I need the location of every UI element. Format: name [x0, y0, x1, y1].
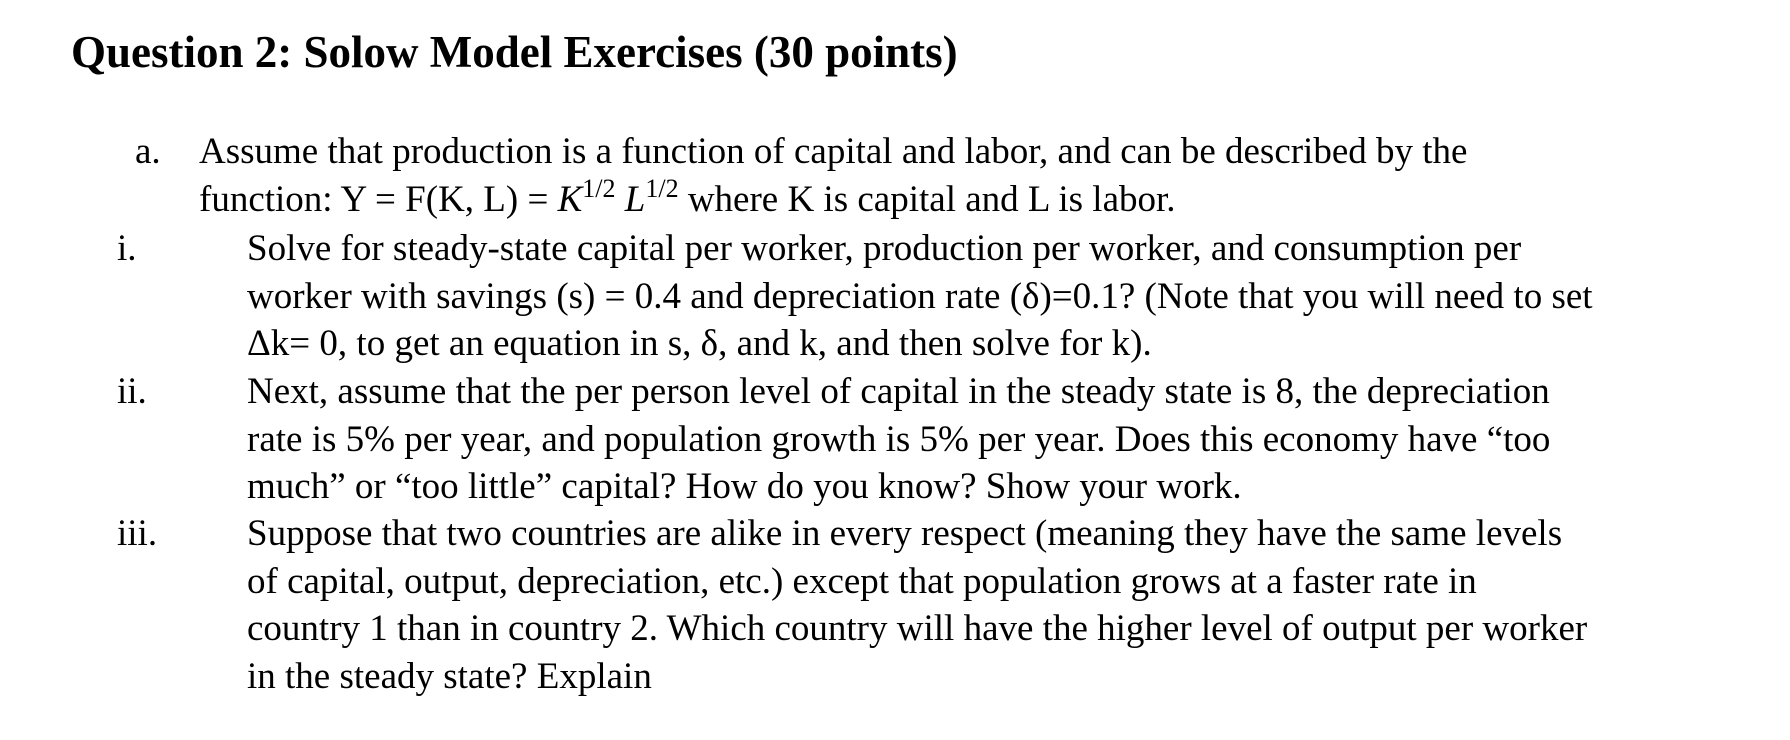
subquestion-iii-line: of capital, output, depreciation, etc.) except that population grows at a faster rate in [247, 560, 1477, 602]
part-a-line-1: Assume that production is a function of capital and labor, and can be described by the [199, 131, 1468, 172]
production-function-formula [557, 174, 679, 220]
subquestion-i-line: Solve for steady-state capital per worker, production per worker, and consumption per [247, 228, 1522, 269]
subquestion-ii-marker: ii. [117, 371, 147, 412]
part-a-text [199, 128, 1759, 224]
subquestion-i-line: worker with savings (s) = 0.4 and depreciation rate (δ)=0.1? (Note that you will need to set [247, 275, 1593, 317]
formula-capital-exponent: 1/2 [582, 174, 616, 203]
formula-capital-var: K [557, 179, 583, 220]
formula-labor-exponent: 1/2 [645, 174, 679, 203]
subquestion-i-text [247, 225, 1757, 368]
subquestion-iii-line: Suppose that two countries are alike in every respect (meaning they have the same levels [247, 513, 1563, 554]
subquestion-i-line: Δk= 0, to get an equation in s, δ, and k, and then solve for k). [247, 323, 1152, 364]
subquestion-iii-text [247, 510, 1757, 700]
subquestion-iii-line: country 1 than in country 2. Which country will have the higher level of output per worker [247, 608, 1588, 649]
subquestion-ii-text [247, 368, 1757, 511]
formula-labor-var: L [624, 179, 646, 220]
subquestion-iii-line: in the steady state? Explain [247, 655, 652, 697]
part-a-line-2-prefix: function: Y = F(K, L) = [199, 179, 558, 220]
part-a-marker: a. [135, 131, 161, 172]
part-a-line-2-suffix: where K is capital and L is labor. [678, 179, 1176, 220]
subquestion-iii-marker: iii. [117, 513, 158, 554]
subquestion-ii-line: Next, assume that the per person level of capital in the steady state is 8, the depreciation [247, 371, 1550, 412]
question-title: Question 2: Solow Model Exercises (30 points) [71, 27, 958, 77]
subquestion-ii-line: rate is 5% per year, and population growth is 5% per year. Does this economy have “too [247, 418, 1551, 460]
part-a-line-2 [199, 176, 1759, 224]
subquestion-i-marker: i. [117, 228, 137, 269]
subquestion-ii-line: much” or “too little” capital? How do you know? Show your work. [247, 466, 1242, 507]
